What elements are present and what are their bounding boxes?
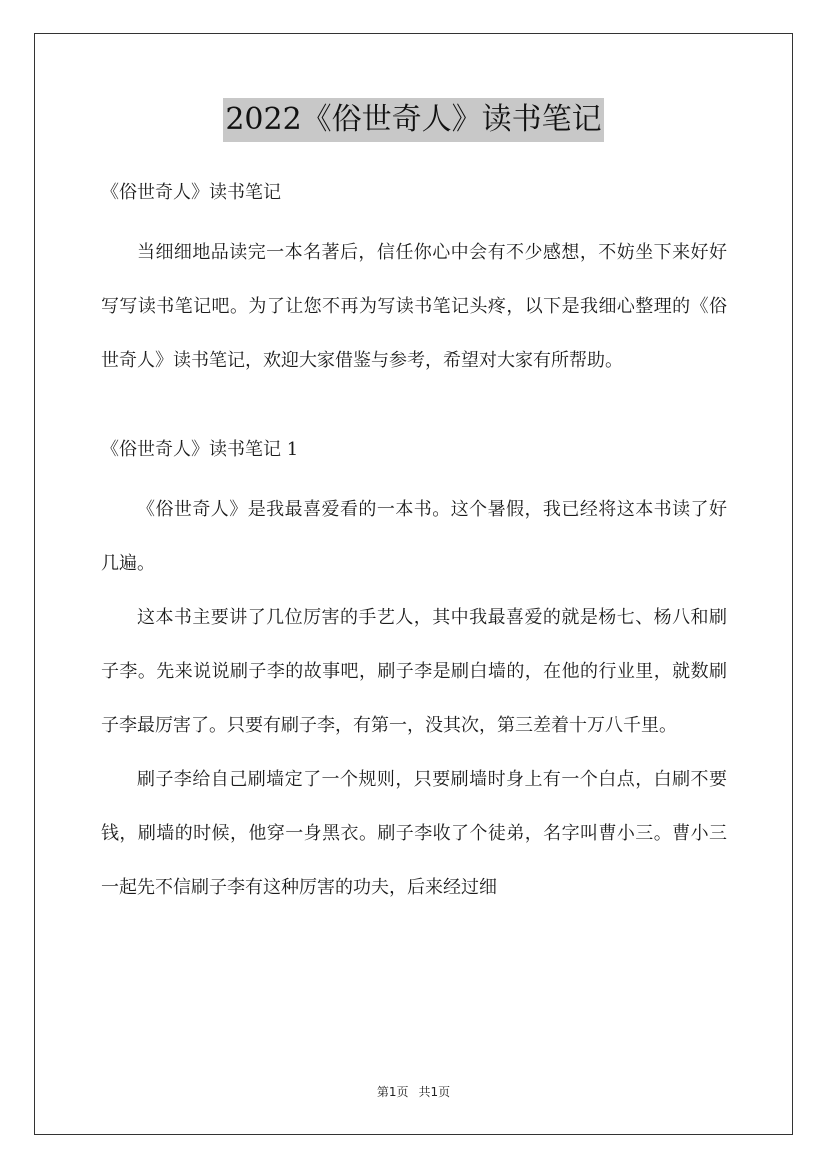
body-paragraph: 刷子李给自己刷墙定了一个规则，只要刷墙时身上有一个白点，白刷不要钱，刷墙的时候，他穿一身黑衣。刷子李收了个徒弟，名字叫曹小三。曹小三一起先不信刷子李有这种厉害的功夫，后来经过细	[101, 769, 727, 898]
spacer	[101, 388, 727, 432]
body-paragraph: 《俗世奇人》是我最喜爱看的一本书。这个暑假，我已经将这本书读了好几遍。	[101, 499, 727, 574]
body-paragraph: 这本书主要讲了几位厉害的手艺人，其中我最喜爱的就是杨七、杨八和刷子李。先来说说刷子李的故事吧，刷子李是刷白墙的，在他的行业里，就数刷子李最厉害了。只要有刷子李，有第一，没其次，第三差着十万八千里。	[101, 607, 727, 736]
title-area	[0, 98, 827, 142]
intro-paragraph: 当细细地品读完一本名著后，信任你心中会有不少感想，不妨坐下来好好写写读书笔记吧。为了让您不再为写读书笔记头疼，以下是我细心整理的《俗世奇人》读书笔记，欢迎大家借鉴与参考，希望对大家有所帮助。	[101, 242, 727, 371]
page-number-current: 第1页	[376, 1085, 409, 1099]
page-number-total: 共1页	[418, 1085, 451, 1099]
intro-heading: 《俗世奇人》读书笔记	[101, 182, 281, 203]
spacer	[101, 468, 727, 483]
spacer	[101, 211, 727, 226]
page-footer	[0, 1083, 827, 1101]
document-body	[101, 175, 727, 915]
document-title: 2022《俗世奇人》读书笔记	[223, 98, 603, 142]
section-heading: 《俗世奇人》读书笔记 1	[101, 439, 299, 460]
